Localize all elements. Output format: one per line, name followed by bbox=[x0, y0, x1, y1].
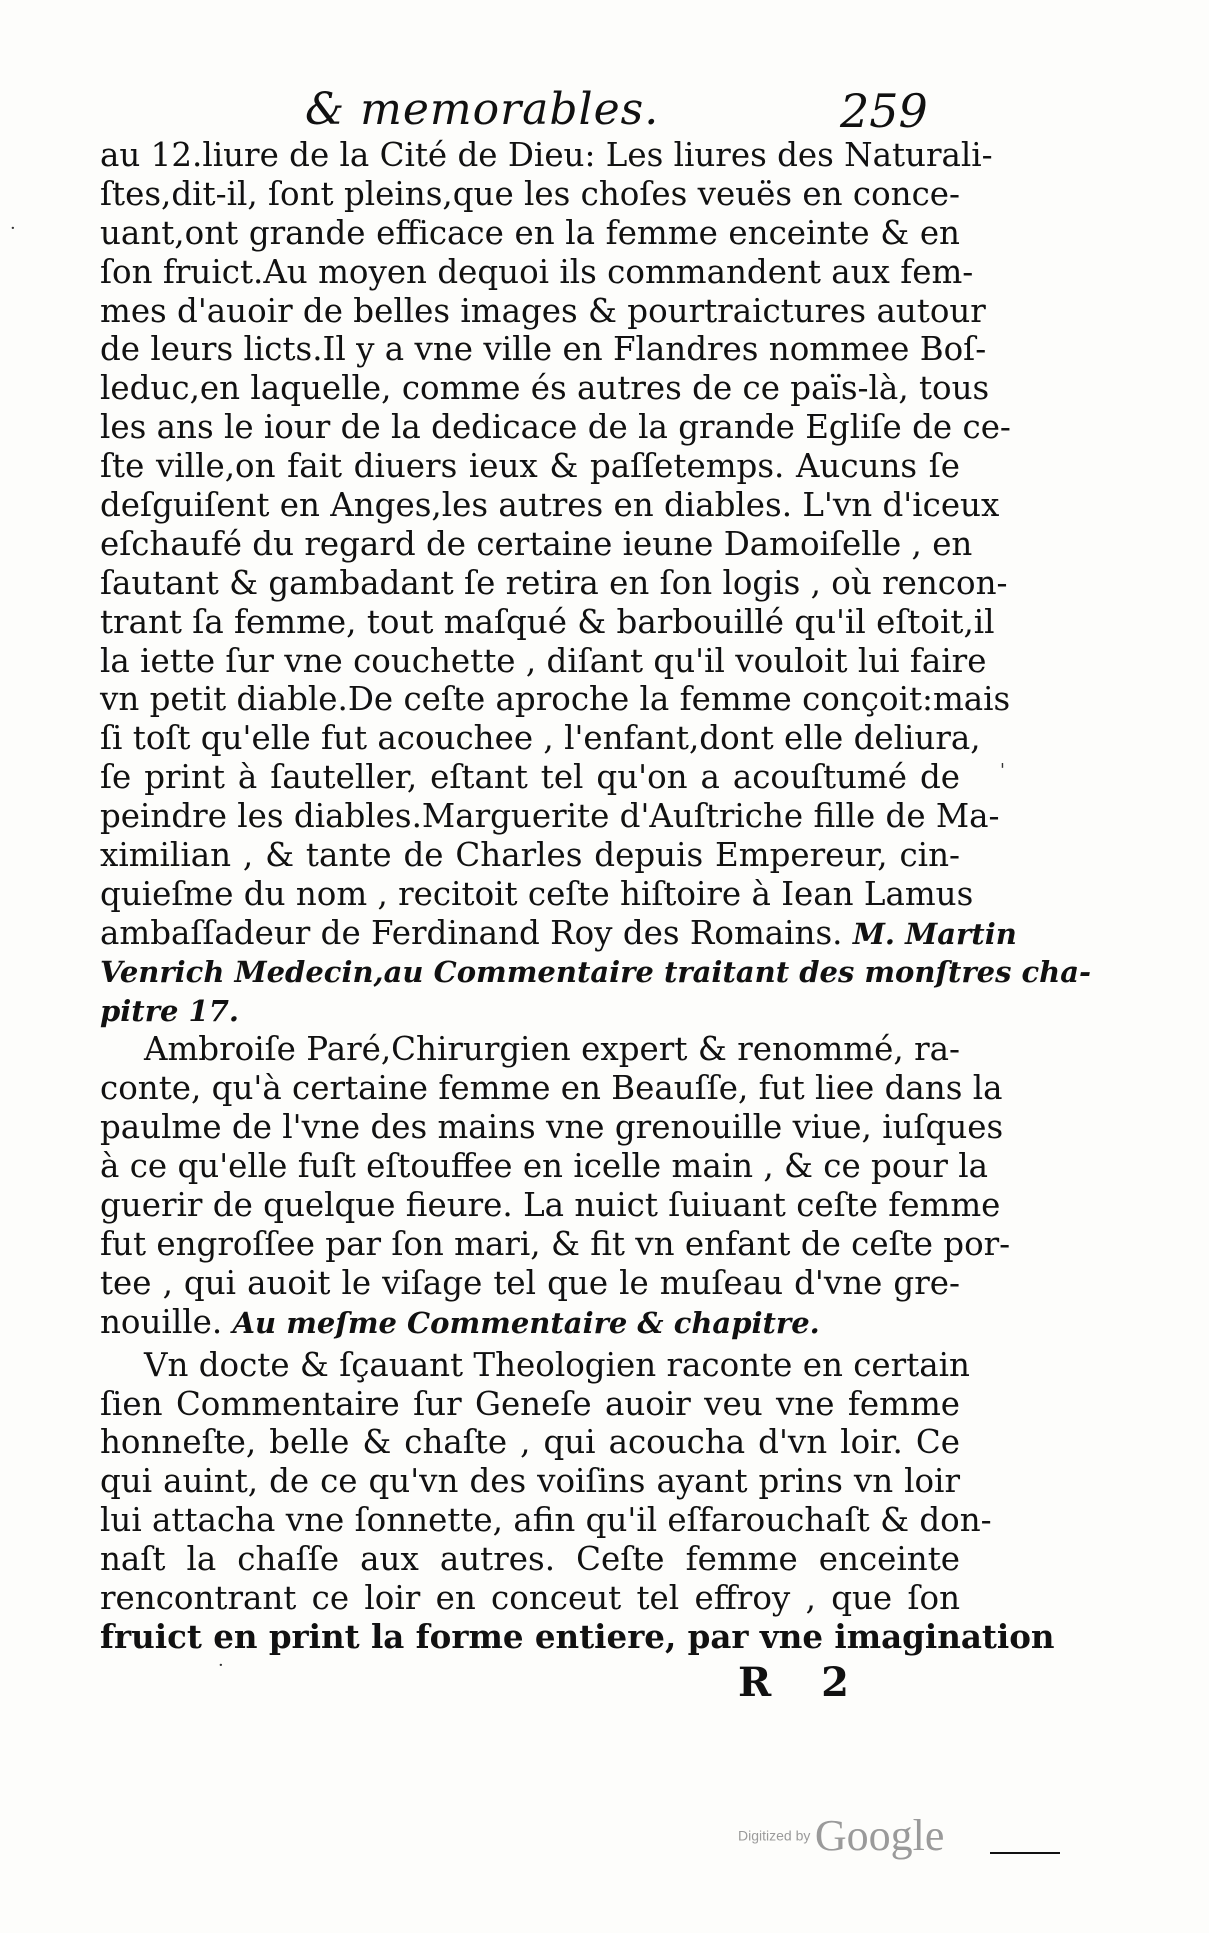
text-segment: ambaſſadeur de Ferdinand Roy des Romains. bbox=[100, 913, 843, 952]
text-line: rencontrant ce loir en conceut tel effroy , que ſon bbox=[100, 1578, 960, 1617]
page-number: 259 bbox=[840, 84, 928, 138]
signature-mark: R 2 bbox=[738, 1659, 867, 1706]
text-line: uant,ont grande efficace en la femme enceinte & en bbox=[100, 213, 960, 252]
digitization-watermark bbox=[738, 1810, 944, 1861]
text-line: Vn docte & ſçauant Theologien raconte en certain bbox=[144, 1345, 970, 1384]
print-speck: ' bbox=[1000, 760, 1005, 781]
text-line: Ambroiſe Paré,Chirurgien expert & renommé, ra- bbox=[144, 1030, 960, 1069]
edge-rule bbox=[990, 1852, 1060, 1854]
text-line: fruict en print la forme entiere, par vne imagination bbox=[100, 1616, 1055, 1656]
text-line: lui attacha vne ſonnette, afin qu'il eſfarouchaſt & don- bbox=[100, 1501, 992, 1540]
body-text bbox=[100, 136, 1092, 1657]
text-line: les ans le iour de la dedicace de la grande Egliſe de ce- bbox=[100, 408, 1011, 447]
text-line: fut engroſſee par ſon mari, & fit vn enfant de ceſte por- bbox=[100, 1224, 1011, 1263]
text-line: ſtes,dit-il, ſont pleins,que les choſes veuës en conce- bbox=[100, 174, 960, 213]
text-line: la iette ſur vne couchette , diſant qu'il vouloit lui faire bbox=[100, 641, 987, 680]
text-line: ſe print à ſauteller, eſtant tel qu'on a acouſtumé de bbox=[100, 758, 960, 797]
text-line: honneſte, belle & chaſte , qui acoucha d'vn loir. Ce bbox=[100, 1423, 960, 1462]
text-line bbox=[100, 1303, 960, 1342]
text-line: conte, qu'à certaine femme en Beauſſe, fut liee dans la bbox=[100, 1069, 1003, 1108]
citation-line: Venrich Medecin,au Commentaire traitant des monſtres cha- bbox=[100, 954, 1092, 989]
text-line: paulme de l'vne des mains vne grenouille viue, iuſques bbox=[100, 1108, 1004, 1147]
marginal-citation: M. Martin bbox=[852, 916, 1017, 951]
text-line: à ce qu'elle fuſt eſtouffee en icelle main , & ce pour la bbox=[100, 1147, 988, 1186]
watermark-prefix: Digitized by bbox=[738, 1827, 811, 1844]
google-logo: Google bbox=[814, 1811, 945, 1860]
print-speck: · bbox=[218, 1655, 224, 1676]
text-line: ximilian , & tante de Charles depuis Empereur, cin- bbox=[100, 836, 960, 875]
text-line bbox=[100, 913, 1017, 953]
text-line: ſon fruict.Au moyen dequoi ils commandent aux fem- bbox=[100, 252, 974, 291]
text-segment: nouille. bbox=[100, 1302, 223, 1341]
text-line: au 12.liure de la Cité de Dieu: Les liures des Naturali- bbox=[100, 136, 993, 174]
text-line: tee , qui auoit le viſage tel que le muſeau d'vne gre- bbox=[100, 1263, 960, 1302]
text-line: ſien Commentaire ſur Geneſe auoir veu vne femme bbox=[100, 1384, 960, 1423]
text-line: leduc,en laquelle, comme és autres de ce païs-là, tous bbox=[100, 369, 990, 408]
text-line: ſte ville,on fait diuers ieux & paſſetemps. Aucuns ſe bbox=[100, 447, 960, 486]
page-header bbox=[0, 84, 1209, 144]
text-line: guerir de quelque fieure. La nuict ſuiuant ceſte femme bbox=[100, 1186, 1001, 1225]
running-head: & memorables. bbox=[305, 84, 660, 135]
text-line: ſi toſt qu'elle fut acouchee , l'enfant,dont elle deliura, bbox=[100, 719, 981, 758]
text-line: vn petit diable.De ceſte aproche la femme conçoit:mais bbox=[100, 680, 1011, 719]
citation-line: pitre 17. bbox=[100, 993, 239, 1028]
text-line: deſguiſent en Anges,les autres en diables. L'vn d'iceux bbox=[100, 486, 1000, 525]
text-line: trant ſa femme, tout maſqué & barbouillé qu'il eſtoit,il bbox=[100, 602, 995, 641]
text-line: eſchaufé du regard de certaine ieune Damoiſelle , en bbox=[100, 524, 973, 563]
text-line: ſautant & gambadant ſe retira en ſon logis , où rencon- bbox=[100, 563, 1008, 602]
text-line: de leurs licts.Il y a vne ville en Flandres nommee Boſ- bbox=[100, 330, 987, 369]
text-line: quieſme du nom , recitoit ceſte hiſtoire à Iean Lamus bbox=[100, 874, 974, 913]
print-speck: · bbox=[10, 218, 16, 239]
text-line: qui auint, de ce qu'vn des voiſins ayant prins vn loir bbox=[100, 1462, 960, 1501]
text-line: naſt la chaſſe aux autres. Ceſte femme enceinte bbox=[100, 1540, 960, 1579]
text-line: mes d'auoir de belles images & pourtraictures autour bbox=[100, 291, 986, 330]
text-line: peindre les diables.Marguerite d'Auſtriche fille de Ma- bbox=[100, 797, 1000, 836]
marginal-citation: Au meſme Commentaire & chapitre. bbox=[232, 1305, 820, 1340]
